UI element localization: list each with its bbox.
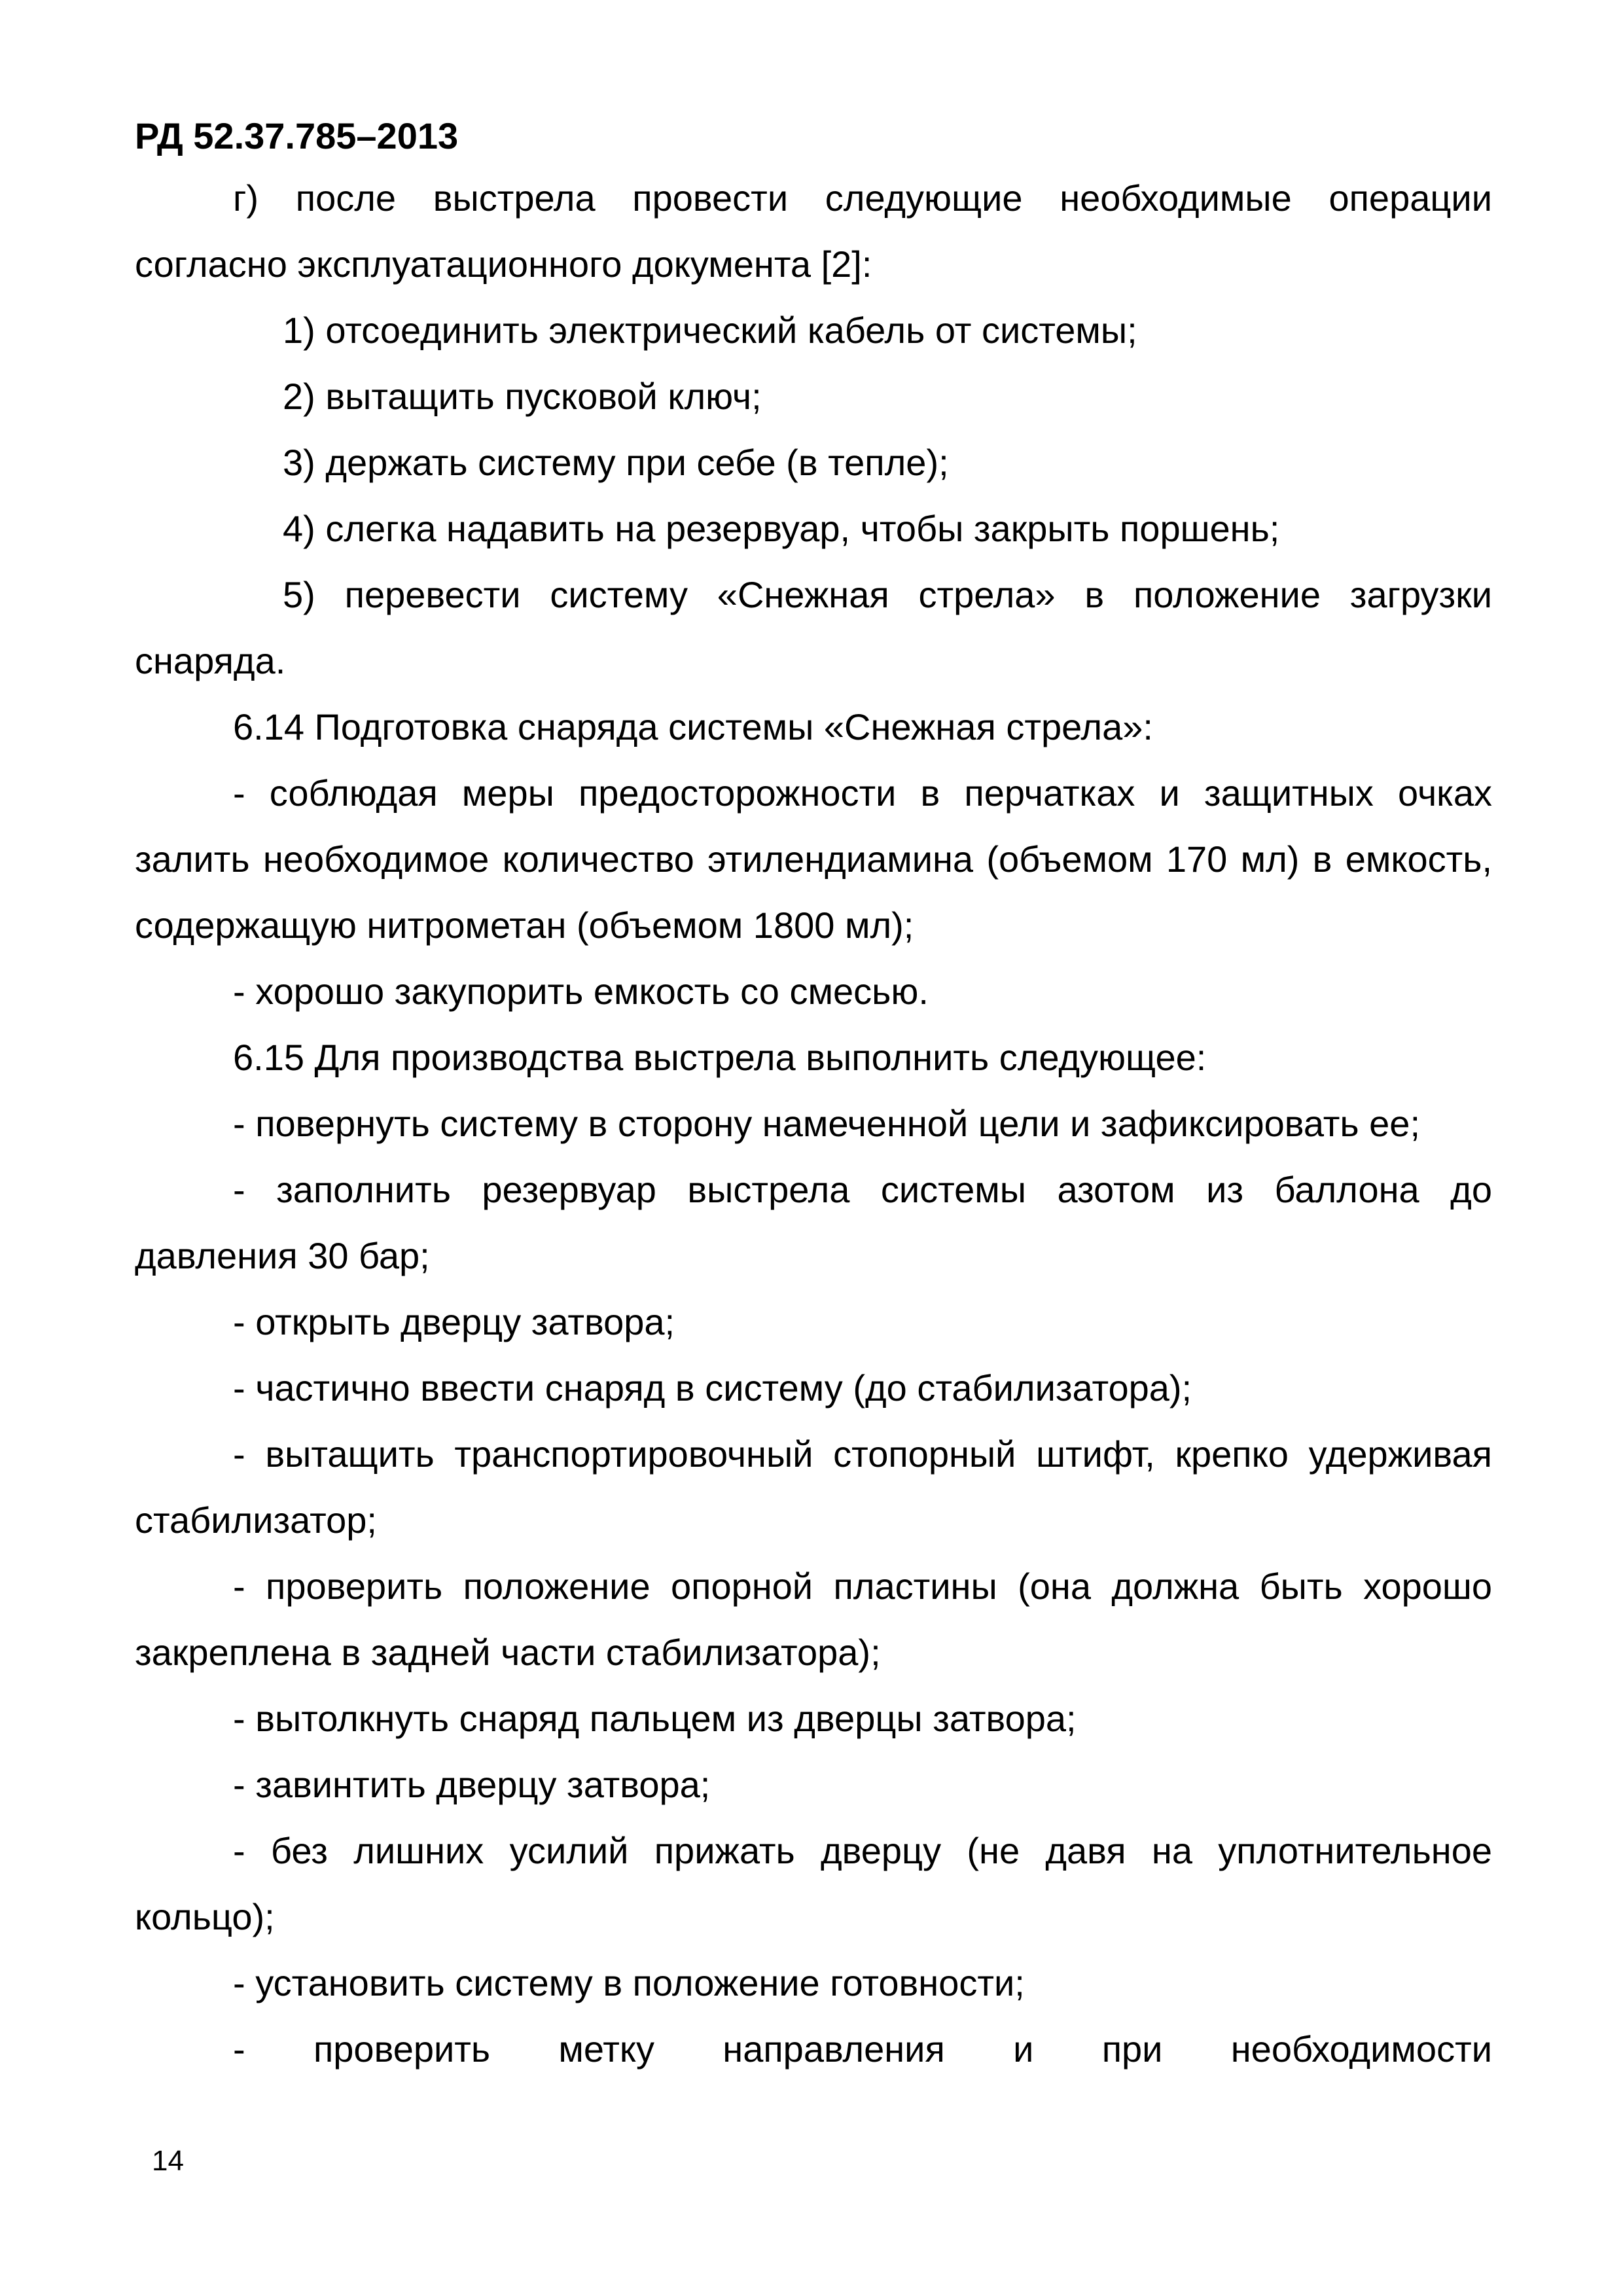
list-item-2: 2) вытащить пусковой ключ; (283, 376, 762, 417)
list-item: - хорошо закупорить емкость со смесью. (233, 971, 929, 1012)
list-item: - проверить положение опорной пластины (она должна быть хорошо закреплена в задней части стабилизатора); (135, 1566, 1492, 1673)
list-item: - вытащить транспортировочный стопорный штифт, крепко удерживая стабилизатор; (135, 1433, 1492, 1541)
section-heading-6-15: 6.15 Для производства выстрела выполнить следующее: (233, 1037, 1207, 1078)
document-code-header: РД 52.37.785–2013 (135, 115, 459, 156)
page-number: 14 (152, 2145, 184, 2177)
section-heading-6-14: 6.14 Подготовка снаряда системы «Снежная стрела»: (233, 706, 1153, 747)
list-item: - установить систему в положение готовности; (233, 1962, 1025, 2003)
list-item: - завинтить дверцу затвора; (233, 1764, 711, 1805)
list-item-5: 5) перевести систему «Снежная стрела» в положение загрузки снаряда. (135, 574, 1492, 681)
list-item: - заполнить резервуар выстрела системы азотом из баллона до давления 30 бар; (135, 1169, 1492, 1276)
document-body (135, 165, 1492, 2082)
list-item: - без лишних усилий прижать дверцу (не давя на уплотнительное кольцо); (135, 1830, 1492, 1937)
list-item: - проверить метку направления и при необходимости (233, 2028, 1492, 2070)
list-item: - открыть дверцу затвора; (233, 1301, 675, 1342)
list-item: - частично ввести снаряд в систему (до стабилизатора); (233, 1367, 1192, 1408)
paragraph-item-g: г) после выстрела провести следующие необходимые операции согласно эксплуатационного документа [2]: (135, 177, 1492, 285)
list-item: - повернуть систему в сторону намеченной цели и зафиксировать ее; (233, 1103, 1421, 1144)
list-item: - соблюдая меры предосторожности в перчатках и защитных очках залить необходимое количество этилендиамина (объемом 170 мл) в емкость, содержащую нитрометан (объемом 1800 мл); (135, 772, 1492, 946)
list-item-1: 1) отсоединить электрический кабель от системы; (283, 310, 1137, 351)
list-item-3: 3) держать систему при себе (в тепле); (283, 442, 949, 483)
list-item-4: 4) слегка надавить на резервуар, чтобы закрыть поршень; (283, 508, 1280, 549)
list-item: - вытолкнуть снаряд пальцем из дверцы затвора; (233, 1698, 1077, 1739)
